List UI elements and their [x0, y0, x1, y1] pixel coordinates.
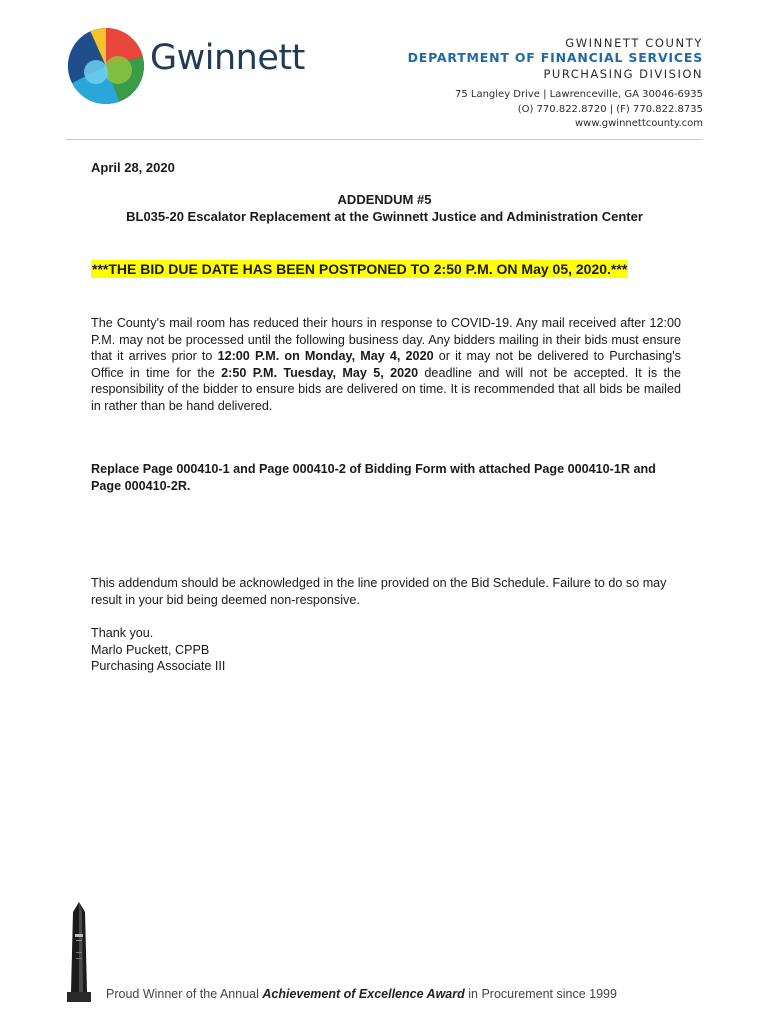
- para1-bold-1: 12:00 P.M. on Monday, May 4, 2020: [217, 349, 434, 363]
- replace-pages-paragraph: Replace Page 000410-1 and Page 000410-2 of Bidding Form with attached Page 000410-1R and Page 000410-2R.: [91, 462, 656, 493]
- para1-text-1: The County's mail room has reduced their hours in response to COVID-19. Any mail received after 12:00 P.M. may not be processed until the following business day. Any bidders mailing in their bids must ensure that it arrives prior to: [91, 316, 681, 363]
- logo-wordmark: Gwinnett: [150, 38, 305, 78]
- addendum-number: ADDENDUM #5: [337, 192, 432, 207]
- postponed-notice: ***THE BID DUE DATE HAS BEEN POSTPONED TO 2:50 P.M. ON May 05, 2020.***: [92, 261, 628, 277]
- para1-bold-2: 2:50 P.M. Tuesday, May 5, 2020: [221, 365, 419, 380]
- award-trophy-icon: [64, 902, 94, 1006]
- county-name: GWINNETT COUNTY: [565, 36, 703, 50]
- award-name: Achievement of Excellence Award: [262, 987, 465, 1001]
- gwinnett-logo-mark: [66, 26, 146, 106]
- phone-fax: (O) 770.822.8720 | (F) 770.822.8735: [517, 103, 703, 115]
- para1-text-3: deadline and will not be accepted. It is the responsibility of the bidder to ensure bids are delivered on time. It is recommended that all bids be mailed in rather than be hand delivered.: [91, 365, 681, 413]
- gwinnett-logo: [66, 26, 316, 106]
- address: 75 Langley Drive | Lawrenceville, GA 30046-6935: [454, 89, 703, 100]
- para1-text-2: or it may not be delivered to Purchasing's Office in time for the: [91, 349, 681, 380]
- department-name: DEPARTMENT OF FINANCIAL SERVICES: [407, 50, 703, 65]
- signer-title: Purchasing Associate III: [91, 659, 226, 673]
- letter-date: April 28, 2020: [91, 160, 175, 175]
- website-link[interactable]: www.gwinnettcounty.com: [574, 118, 703, 129]
- signature-block: [91, 625, 225, 675]
- letterhead: [408, 36, 703, 132]
- award-text-pre: Proud Winner of the Annual: [106, 987, 263, 1001]
- award-text-post: in Procurement since 1999: [464, 987, 617, 1001]
- bid-subject: BL035-20 Escalator Replacement at the Gwinnett Justice and Administration Center: [126, 209, 643, 224]
- division-name: PURCHASING DIVISION: [543, 67, 703, 81]
- header-divider: [66, 139, 703, 140]
- acknowledge-paragraph: This addendum should be acknowledged in the line provided on the Bid Schedule. Failure to do so may result in your bid being deemed non-responsive.: [91, 576, 667, 607]
- award-footer: [106, 987, 617, 1001]
- signer-name: Marlo Puckett, CPPB: [91, 642, 210, 657]
- mail-room-paragraph: [91, 315, 681, 414]
- closing: Thank you.: [91, 626, 154, 640]
